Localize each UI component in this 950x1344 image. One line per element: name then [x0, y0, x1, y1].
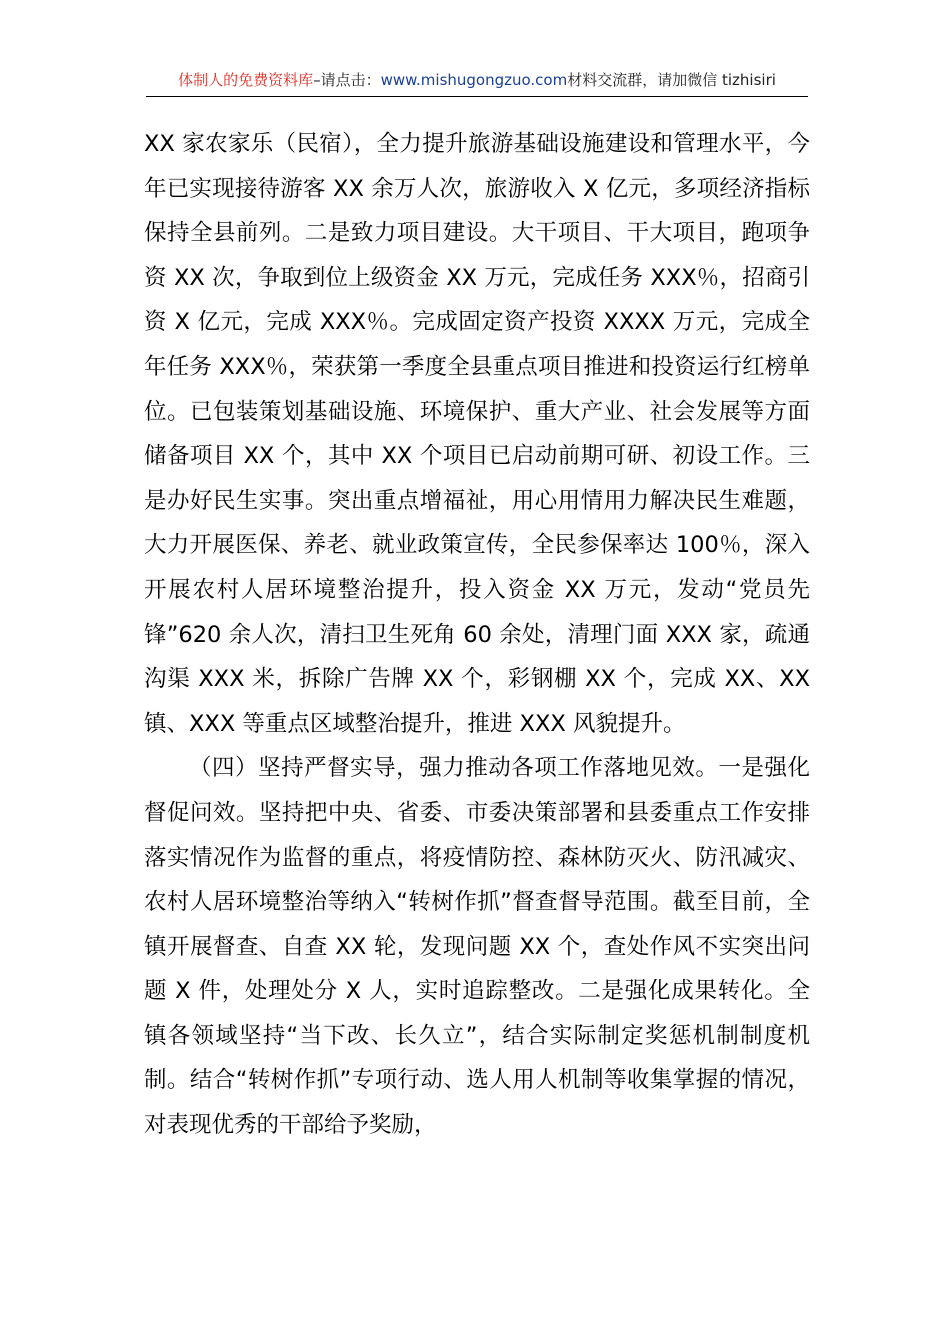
page-header: [146, 66, 808, 97]
document-body: [144, 122, 810, 1148]
paragraph-continuation: XX 家农家乐（民宿），全力提升旅游基础设施建设和管理水平，今年已实现接待游客 XX 余万人次，旅游收入 X 亿元，多项经济指标保持全县前列。二是致力项目建设。大干项目、干大项目，跑项争资 XX 次，争取到位上级资金 XX 万元，完成任务 XXX％，招商引资 X 亿元，完成 XXX％。完成固定资产投资 XXXX 万元，完成全年任务 XXX％，荣获第一季度全县重点项目推进和投资运行红榜单位。已包装策划基础设施、环境保护、重大产业、社会发展等方面储备项目 XX 个，其中 XX 个项目已启动前期可研、初设工作。三是办好民生实事。突出重点增福祉，用心用情用力解决民生难题，大力开展医保、养老、就业政策宣传，全民参保率达 100％，深入开展农村人居环境整治提升，投入资金 XX 万元，发动“党员先锋”620 余人次，清扫卫生死角 60 余处，清理门面 XXX 家，疏通沟渠 XXX 米，拆除广告牌 XX 个，彩钢棚 XX 个，完成 XX、XX 镇、XXX 等重点区域整治提升，推进 XXX 风貌提升。: [144, 131, 810, 737]
paragraph-section-four: （四）坚持严督实导，强力推动各项工作落地见效。一是强化督促问效。坚持把中央、省委、市委决策部署和县委重点工作安排落实情况作为监督的重点，将疫情防控、森林防灭火、防汛减灾、农村人居环境整治等纳入“转树作抓”督查督导范围。截至目前，全镇开展督查、自查 XX 轮，发现问题 XX 个，查处作风不实突出问题 X 件，处理处分 X 人，实时追踪整改。二是强化成果转化。全镇各领域坚持“当下改、长久立”，结合实际制定奖惩机制制度机制。结合“转树作抓”专项行动、选人用人机制等收集掌握的情况，对表现优秀的干部给予奖励，: [144, 755, 810, 1139]
header-brand: 体制人的免费资料库: [178, 71, 314, 89]
header-url-link[interactable]: www.mishugongzuo.com: [380, 71, 568, 89]
header-prompt: –请点击：: [313, 71, 381, 89]
header-suffix: 材料交流群，请加微信 tizhisiri: [567, 71, 776, 89]
